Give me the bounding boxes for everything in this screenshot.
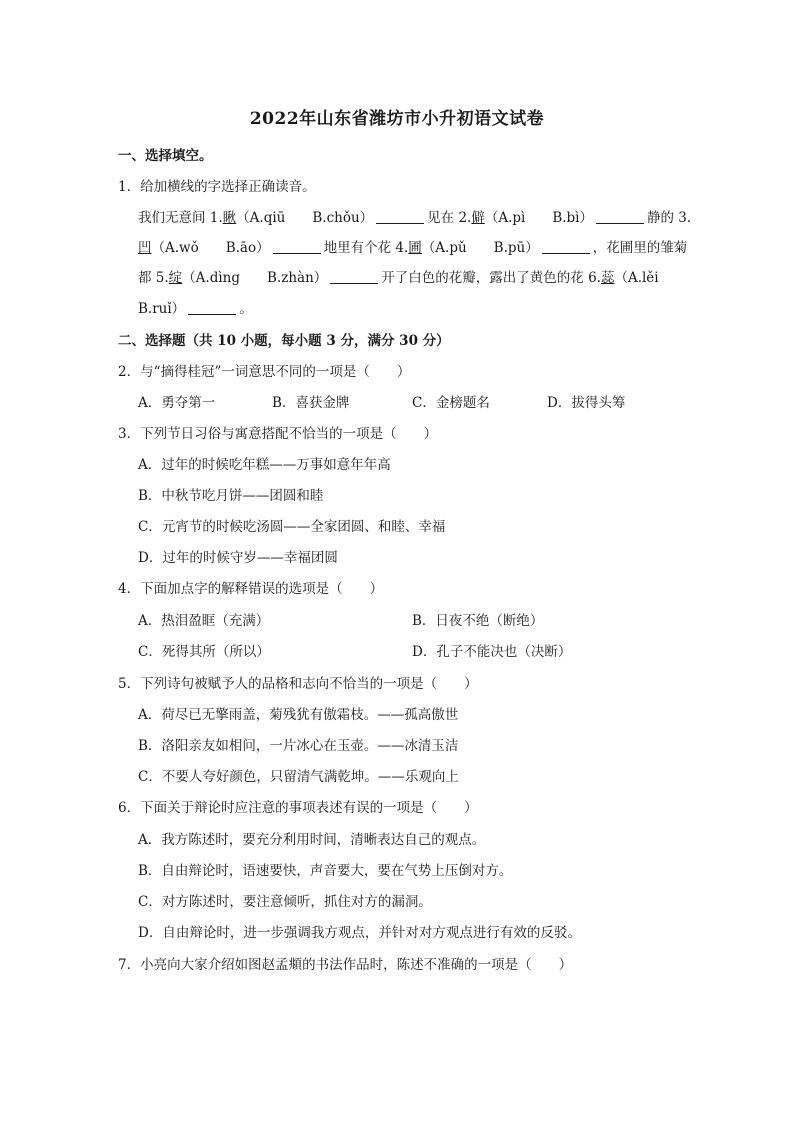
text-segment: 地里有个花 4. — [323, 240, 409, 256]
section-1-heading: 一、选择填空。 — [118, 148, 213, 164]
question-5-option-b: B．洛阳亲友如相问，一片冰心在玉壶。——冰清玉洁 — [138, 738, 459, 754]
question-4-option-c: C．死得其所（所以） — [138, 644, 270, 660]
answer-blank — [542, 239, 590, 254]
question-7-stem: 7．小亮向大家介绍如图赵孟頫的书法作品时，陈述不准确的一项是（ ） — [118, 957, 573, 973]
text-segment: 我们无意间 1. — [138, 210, 223, 226]
question-1-stem: 1．给加横线的字选择正确读音。 — [118, 179, 316, 195]
answer-blank — [596, 209, 644, 224]
answer-blank — [188, 300, 236, 315]
question-1-line-3 — [138, 268, 659, 288]
text-segment: 都 5. — [138, 270, 169, 286]
page-title: 2022年山东省潍坊市小升初语文试卷 — [249, 109, 545, 129]
answer-blank — [330, 269, 378, 284]
text-segment: 见在 2. — [427, 210, 472, 226]
section-2-heading: 二、选择题（共 10 小题，每小题 3 分，满分 30 分） — [118, 333, 450, 349]
text-segment: ，花圃里的雏菊 — [592, 240, 688, 256]
question-4-option-d: D．孔子不能决也（决断） — [412, 644, 572, 660]
underlined-char: 僻 — [471, 210, 485, 226]
question-3-option-d: D．过年的时候守岁——幸福团圆 — [138, 550, 338, 566]
underlined-char: 圃 — [408, 240, 422, 256]
question-1-line-1 — [138, 208, 691, 228]
question-6-option-d: D．自由辩论时，进一步强调我方观点，并针对对方观点进行有效的反驳。 — [138, 925, 581, 941]
underlined-char: 蕊 — [600, 270, 615, 286]
answer-blank — [376, 209, 424, 224]
question-5-stem: 5．下列诗句被赋予人的品格和志向不恰当的一项是（ ） — [118, 676, 478, 692]
text-segment: （A.lěi — [614, 270, 659, 286]
question-4-stem: 4．下面加点字的解释错误的选项是（ ） — [118, 581, 384, 597]
question-5-option-a: A．荷尽已无擎雨盖，菊残犹有傲霜枝。——孤高傲世 — [138, 707, 459, 723]
text-segment: （A.qiū B.chǒu） — [236, 210, 374, 226]
question-3-option-c: C．元宵节的时候吃汤圆——全家团圆、和睦、幸福 — [138, 519, 446, 535]
text-segment: （A.pǔ B.pū） — [421, 240, 539, 256]
question-5-option-c: C．不要人夸好颜色，只留清气满乾坤。——乐观向上 — [138, 769, 459, 785]
question-1-line-4 — [138, 299, 253, 319]
question-2-stem: 2．与“摘得桂冠”一词意思不同的一项是（ ） — [118, 364, 411, 380]
question-6-option-c: C．对方陈述时，要注意倾听，抓住对方的漏洞。 — [138, 894, 432, 910]
question-4-option-a: A．热泪盈眶（充满） — [138, 613, 270, 629]
question-3-option-a: A．过年的时候吃年糕——万事如意年年高 — [138, 457, 391, 473]
question-3-stem: 3．下列节日习俗与寓意搭配不恰当的一项是（ ） — [118, 426, 438, 442]
text-segment: （A.dìng B.zhàn） — [182, 270, 328, 286]
text-segment: （A.wǒ B.āo） — [151, 240, 270, 256]
question-3-option-b: B．中秋节吃月饼——团圆和睦 — [138, 488, 324, 504]
text-segment: 。 — [239, 301, 253, 317]
text-segment: （A.pì B.bì） — [484, 210, 593, 226]
question-4-option-b: B．日夜不绝（断绝） — [412, 613, 544, 629]
text-segment: 开了白色的花瓣，露出了黄色的花 6. — [381, 270, 601, 286]
question-6-option-b: B．自由辩论时，语速要快，声音要大，要在气势上压倒对方。 — [138, 863, 513, 879]
question-6-option-a: A．我方陈述时，要充分利用时间，清晰表达自己的观点。 — [138, 832, 486, 848]
answer-blank — [273, 239, 321, 254]
question-2-option-d: D．拔得头筹 — [547, 395, 626, 411]
text-segment: 静的 3. — [647, 210, 692, 226]
question-6-stem: 6．下面关于辩论时应注意的事项表述有误的一项是（ ） — [118, 800, 478, 816]
text-segment: B.ruǐ） — [138, 301, 186, 317]
question-2-option-c: C．金榜题名 — [412, 395, 490, 411]
underlined-char: 凹 — [138, 240, 152, 256]
question-2-option-b: B．喜获金牌 — [272, 395, 350, 411]
underlined-char: 绽 — [168, 270, 183, 286]
underlined-char: 瞅 — [222, 210, 237, 226]
question-2-option-a: A．勇夺第一 — [138, 395, 216, 411]
question-1-line-2 — [138, 238, 687, 258]
